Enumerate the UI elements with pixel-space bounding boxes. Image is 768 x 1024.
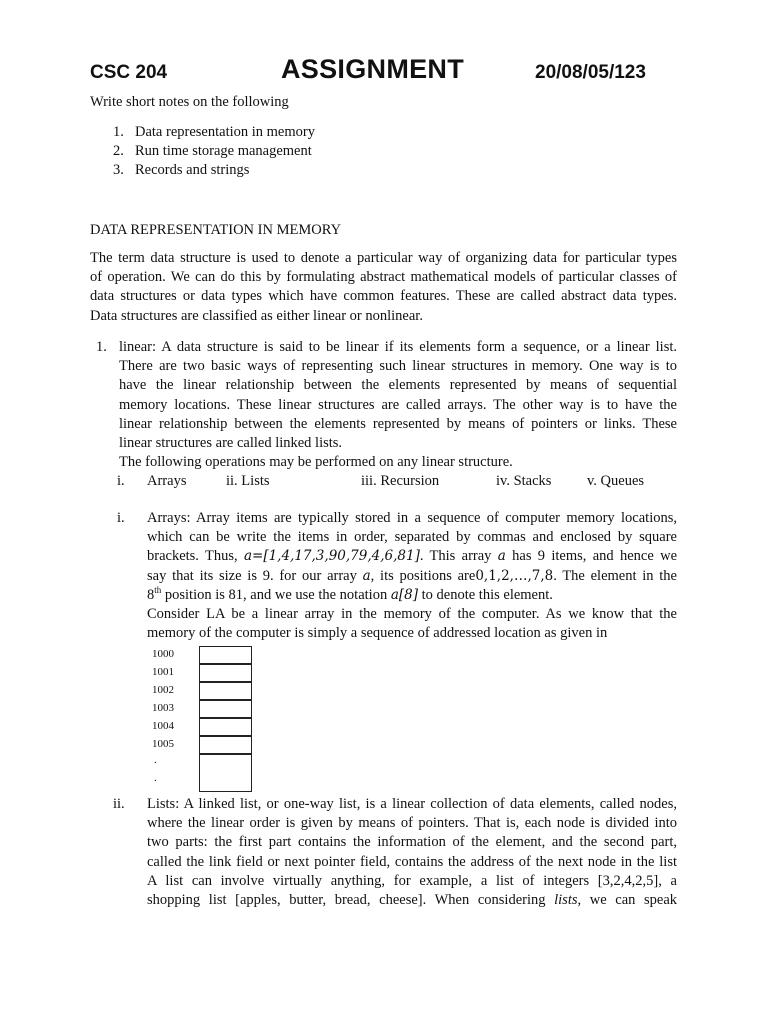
paragraph-line bbox=[147, 547, 677, 566]
text-run: brackets. Thus, bbox=[147, 548, 238, 565]
memory-address: 1004 bbox=[152, 720, 174, 732]
math-expression: a=[1,4,17,3,90,79,4,6,81] bbox=[243, 548, 420, 565]
memory-address: 1003 bbox=[152, 702, 174, 714]
topic-item: Run time storage management bbox=[135, 143, 312, 159]
paragraph-line: of operation. We can do this by formulating abstract mathematical models of particular classes of bbox=[90, 269, 677, 286]
memory-cell bbox=[199, 700, 252, 718]
paragraph-line: A list can involve virtually anything, for example, a list of integers [3,2,4,2,5], a bbox=[147, 872, 677, 889]
paragraph-line: where the linear order is given by means of pointers. That is, each node is divided into bbox=[147, 815, 677, 832]
memory-address: 1005 bbox=[152, 738, 174, 750]
lists-item-number: ii. bbox=[113, 796, 125, 812]
ops-number: i. bbox=[117, 473, 125, 489]
topic-number: 3. bbox=[113, 162, 124, 178]
math-expression: a[8] bbox=[390, 586, 418, 603]
paragraph-line: memory locations. These linear structures are called arrays. The other way is to have the bbox=[119, 396, 677, 413]
text-run: . This array bbox=[419, 548, 492, 565]
op-item: Arrays bbox=[147, 473, 187, 489]
ellipsis-dot: . bbox=[154, 772, 157, 784]
arrays-item-number: i. bbox=[117, 510, 125, 526]
paragraph-line: linear structures are called linked lists. bbox=[119, 434, 343, 451]
paragraph-line bbox=[147, 891, 677, 910]
memory-cell bbox=[199, 646, 252, 664]
intro-paragraph bbox=[90, 249, 677, 326]
op-item: v. Queues bbox=[587, 473, 645, 489]
intro-text: Write short notes on the following bbox=[90, 94, 289, 110]
memory-address: 1000 bbox=[152, 648, 174, 660]
text-run: , its positions are bbox=[370, 567, 476, 584]
paragraph-line: Arrays: Array items are typically stored in a sequence of computer memory locations, bbox=[147, 510, 677, 526]
array-literal bbox=[244, 548, 420, 564]
paragraph-line bbox=[147, 567, 677, 586]
memory-cell bbox=[199, 664, 252, 682]
text-run: position is 81, and we use the notation bbox=[164, 586, 388, 603]
memory-address: 1002 bbox=[152, 684, 174, 696]
paragraph-line: Lists: A linked list, or one-way list, is a linear collection of data elements, called nodes, bbox=[147, 796, 677, 812]
topic-number: 2. bbox=[113, 143, 124, 159]
section-heading: DATA REPRESENTATION IN MEMORY bbox=[90, 222, 342, 238]
paragraph-line: The term data structure is used to denote a particular way of organizing data for particular types bbox=[90, 250, 677, 266]
memory-address: 1001 bbox=[152, 666, 174, 678]
paragraph-line: data structures or data types which have common features. These are called abstract data types. bbox=[90, 288, 677, 305]
document-title: ASSIGNMENT bbox=[281, 54, 465, 84]
paragraph-line: linear: A data structure is said to be linear if its elements form a sequence, or a linear list. bbox=[119, 339, 677, 355]
ellipsis-dot: . bbox=[154, 754, 157, 766]
document-header bbox=[90, 54, 690, 90]
op-item: iv. Stacks bbox=[496, 473, 552, 489]
linear-item-number: 1. bbox=[96, 339, 107, 355]
text-run: has 9 items, and hence we bbox=[512, 548, 678, 565]
text-run: say that its size is 9. for our array bbox=[147, 567, 357, 584]
math-variable: a bbox=[497, 548, 506, 565]
paragraph-line: called the link field or next pointer field, contains the address of the next node in the list bbox=[147, 853, 677, 870]
topic-number: 1. bbox=[113, 124, 124, 140]
text-run: 8 bbox=[147, 586, 155, 603]
arrays-paragraph bbox=[147, 509, 677, 643]
student-number: 20/08/05/123 bbox=[535, 62, 646, 83]
paragraph-line bbox=[147, 586, 677, 605]
paragraph-line: have the linear relationship between the elements represented by means of sequential bbox=[119, 377, 677, 394]
memory-cell bbox=[199, 754, 252, 792]
memory-cell bbox=[199, 718, 252, 736]
text-run: to denote this element. bbox=[421, 586, 553, 603]
text-run: shopping list [apples, butter, bread, cheese]. When considering bbox=[147, 891, 546, 908]
op-item: iii. Recursion bbox=[361, 473, 440, 489]
topic-item: Records and strings bbox=[135, 162, 250, 178]
paragraph-line: The following operations may be performed on any linear structure. bbox=[119, 454, 513, 471]
paragraph-line: There are two basic ways of representing such linear structures in memory. One way is to bbox=[119, 358, 677, 375]
lists-paragraph bbox=[147, 795, 677, 910]
paragraph-line: memory of the computer is simply a sequence of addressed location as given in bbox=[147, 625, 608, 642]
math-expression: 0,1,2,…,7,8 bbox=[475, 567, 554, 584]
superscript: th bbox=[154, 584, 162, 595]
topic-item: Data representation in memory bbox=[135, 124, 315, 140]
math-variable: a bbox=[362, 567, 371, 584]
linear-paragraph bbox=[119, 338, 677, 472]
text-run: , we can speak bbox=[577, 891, 678, 908]
paragraph-line: Data structures are classified as either linear or nonlinear. bbox=[90, 307, 423, 324]
paragraph-line: which can be write the items in order, separated by commas and enclosed by square bbox=[147, 529, 677, 546]
memory-cell bbox=[199, 736, 252, 754]
course-code: CSC 204 bbox=[90, 62, 168, 83]
text-run: . The element in the bbox=[553, 567, 677, 584]
memory-cell bbox=[199, 682, 252, 700]
emphasis: lists bbox=[554, 891, 578, 908]
op-item: ii. Lists bbox=[226, 473, 270, 489]
paragraph-line: Consider LA be a linear array in the memory of the computer. As we know that the bbox=[147, 605, 677, 622]
paragraph-line: two parts: the first part contains the information of the element, and the second part, bbox=[147, 834, 677, 851]
paragraph-line: linear relationship between the elements represented by means of pointers or links. These bbox=[119, 415, 677, 432]
